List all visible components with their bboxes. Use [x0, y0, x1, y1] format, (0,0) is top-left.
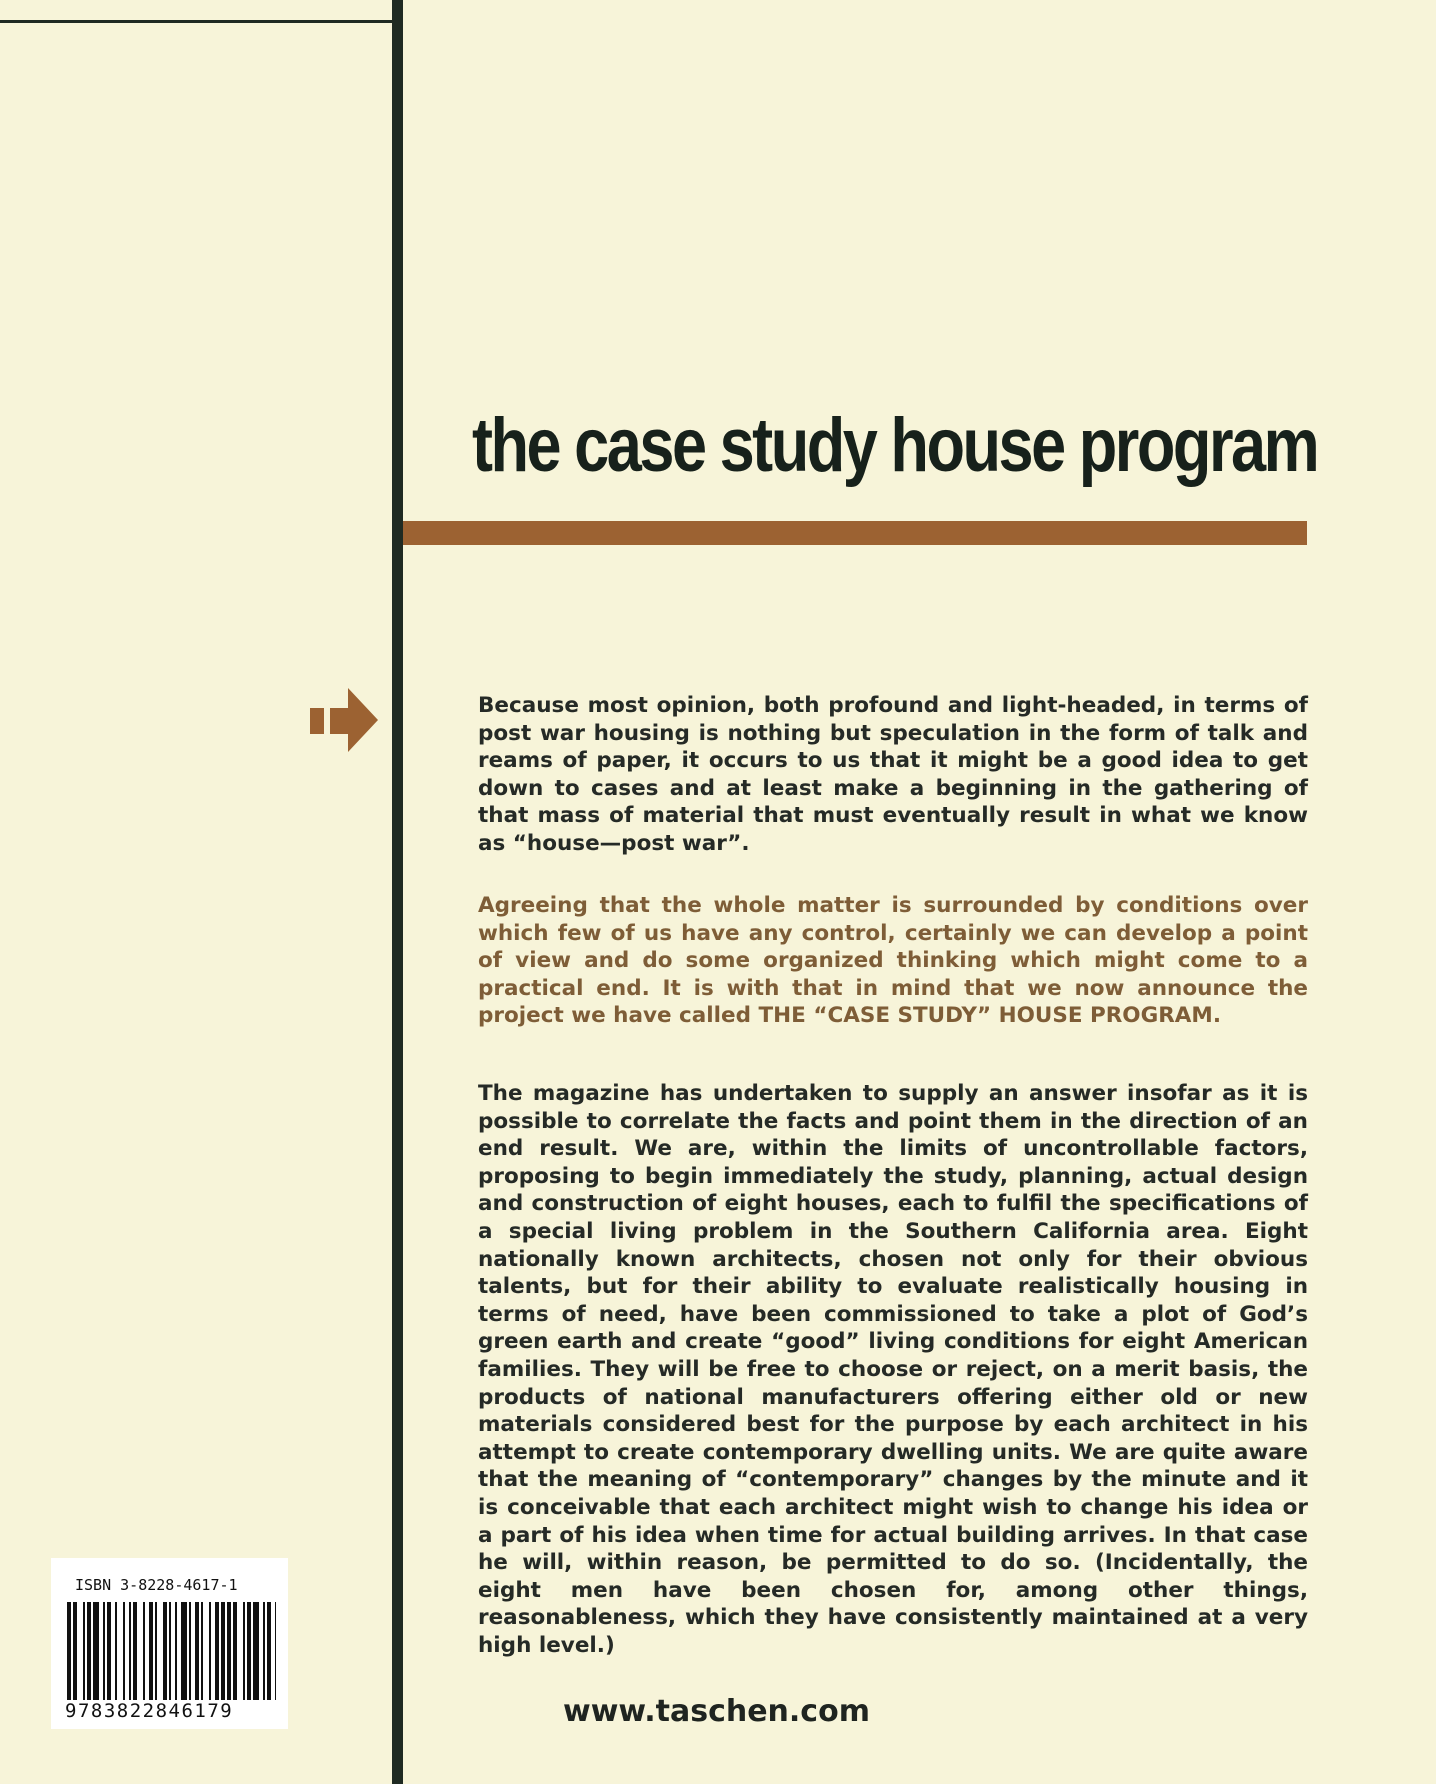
barcode-bar	[201, 1602, 203, 1700]
barcode-bar	[115, 1602, 117, 1700]
barcode-bar	[87, 1602, 91, 1700]
barcode-bar	[73, 1602, 77, 1700]
isbn-label: ISBN 3-8228-4617-1	[75, 1576, 238, 1594]
paragraph-intro: Because most opinion, both profound and light-headed, in terms of post war housing is nothing but speculation in the form of talk and reams of paper, it occurs to us that it might be a good idea to get down to cases and at least make a beginning in the gathering of that mass of material that must eventually result in what we know as “house—post war”.	[478, 693, 1308, 856]
barcode-bar	[143, 1602, 145, 1700]
top-rule	[0, 20, 392, 23]
title-underline-bar	[403, 521, 1307, 545]
barcode-bar	[209, 1602, 211, 1700]
barcode-bar	[67, 1602, 71, 1700]
book-title: the case study house program	[472, 403, 1318, 488]
barcode-bar	[169, 1602, 171, 1700]
publisher-website: www.taschen.com	[563, 1694, 870, 1729]
barcode-bar	[181, 1602, 187, 1700]
barcode-bar	[155, 1602, 157, 1700]
barcode-bar	[195, 1602, 199, 1700]
barcode-icon	[65, 1602, 278, 1700]
barcode-bar	[227, 1602, 231, 1700]
barcode-bar	[253, 1602, 259, 1700]
barcode-bar	[83, 1602, 85, 1700]
barcode-bar	[275, 1602, 276, 1700]
barcode-bar	[247, 1602, 251, 1700]
barcode-bar	[93, 1602, 99, 1700]
barcode-bar	[129, 1602, 131, 1700]
isbn-barcode-panel	[51, 1558, 288, 1729]
barcode-bar	[123, 1602, 125, 1700]
paragraph-magazine-undertaking: The magazine has undertaken to supply an answer insofar as it is possible to correlate the facts and point them in the direction of an end result. We are, within the limits of uncontrollable factors, proposing to begin immediately the study, planning, actual design and construction of eight houses, each to fulfil the specifications of a special living problem in the Southern California area. Eight nationally known architects, chosen not only for their obvious talents, but for their ability to evaluate realistically housing in terms of need, have been commissioned to take a plot of God’s green earth and create “good” living conditions for eight American families. They will be free to choose or reject, on a merit basis, the products of national manufacturers offering either old or new materials considered best for the purpose by each architect in his attempt to create contemporary dwelling units. We are quite aware that the meaning of “contemporary” changes by the minute and it is conceivable that each architect might wish to change his idea or a part of his idea when time for actual building arrives. In that case he will, within reason, be permitted to do so. (Incidentally, the eight men have been chosen for, among other things, reasonableness, which they have consistently maintained at a very high level.)	[478, 1081, 1308, 1658]
vertical-rule	[392, 0, 403, 1784]
barcode-bar	[133, 1602, 137, 1700]
barcode-bar	[107, 1602, 111, 1700]
barcode-bar	[103, 1602, 105, 1700]
barcode-bar	[189, 1602, 191, 1700]
barcode-bar	[215, 1602, 219, 1700]
barcode-bar	[149, 1602, 153, 1700]
barcode-digits: 9783822846179	[65, 1700, 234, 1722]
barcode-bar	[243, 1602, 245, 1700]
barcode-bar	[163, 1602, 167, 1700]
arrow-right-icon	[310, 684, 380, 756]
barcode-bar	[267, 1602, 271, 1700]
barcode-bar	[221, 1602, 225, 1700]
barcode-bar	[263, 1602, 265, 1700]
barcode-bar	[233, 1602, 237, 1700]
barcode-bar	[175, 1602, 177, 1700]
paragraph-program-announcement: Agreeing that the whole matter is surrounded by conditions over which few of us have any control, certainly we can develop a point of view and do some organized thinking which might come to a practical end. It is with that in mind that we now announce the project we have called THE “CASE STUDY” HOUSE PROGRAM.	[478, 893, 1308, 1029]
